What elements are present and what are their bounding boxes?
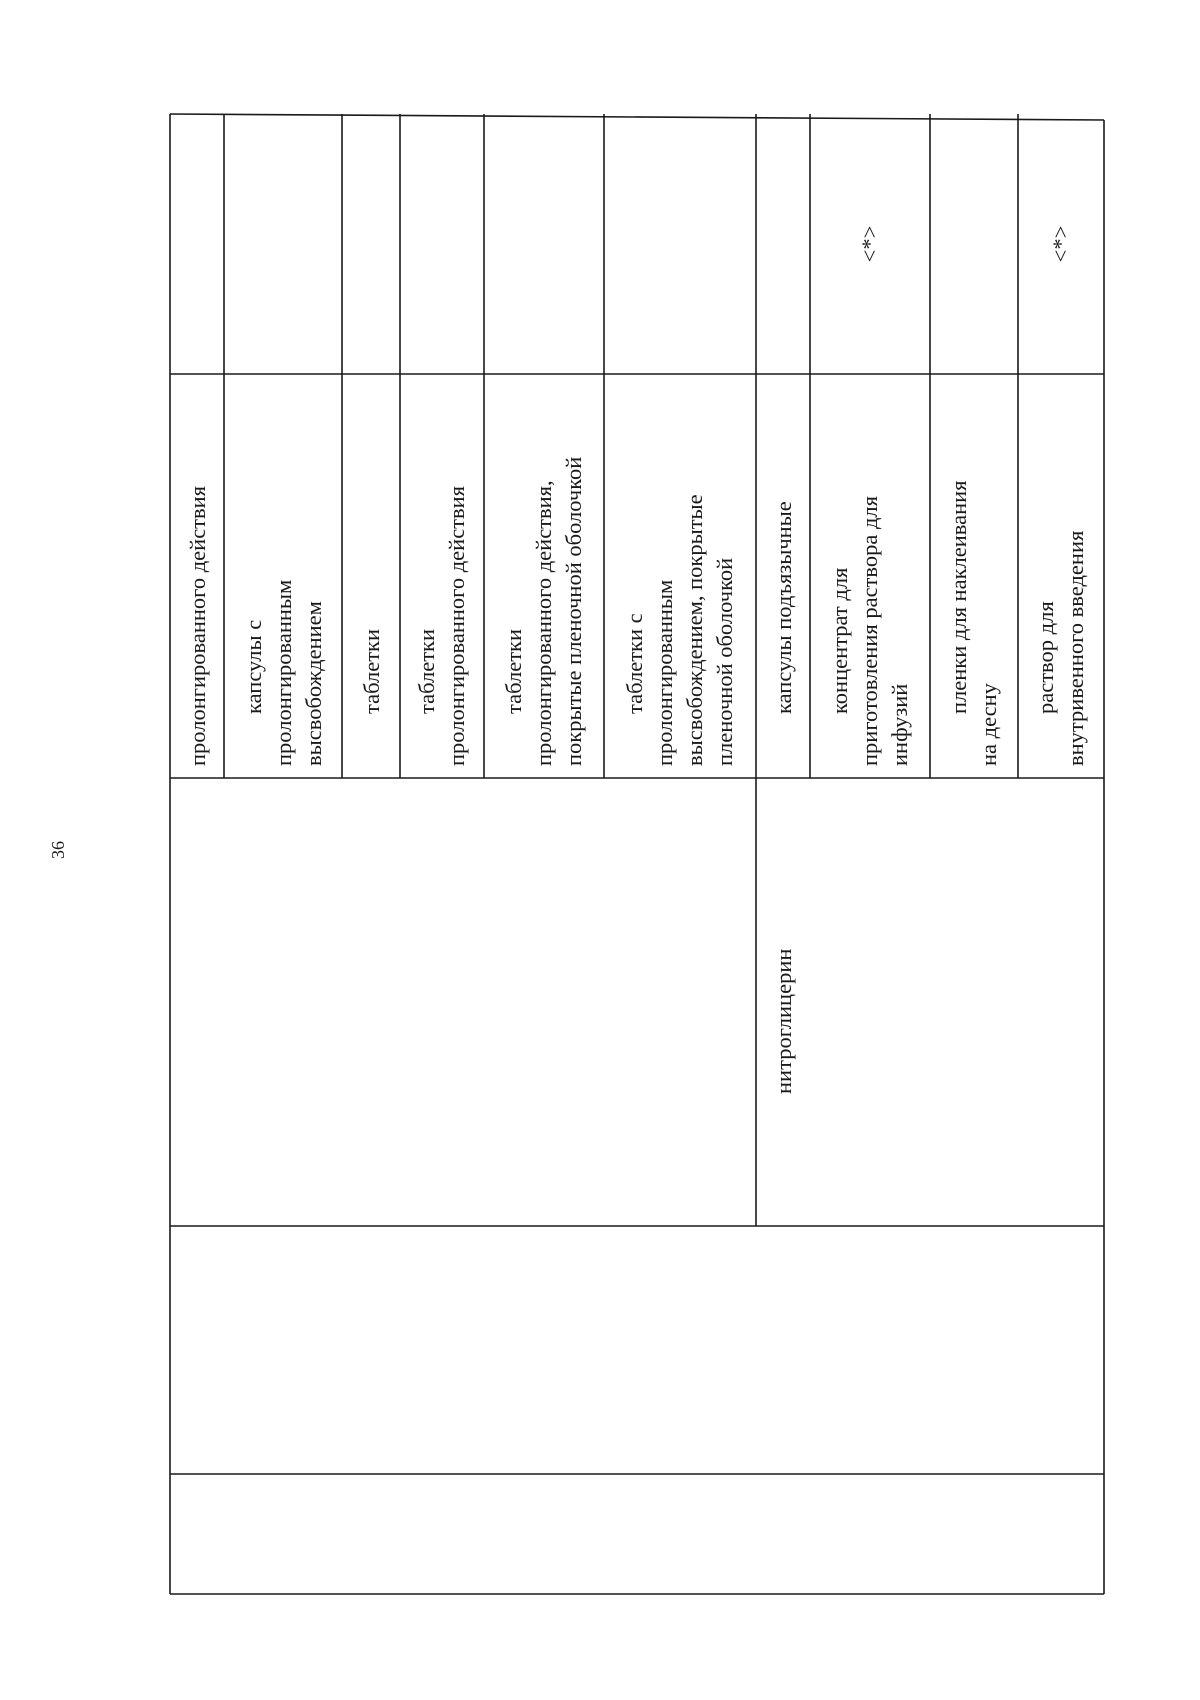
form-cell-5: [486, 376, 602, 776]
form-line: пролонгированным: [652, 579, 677, 766]
form-line: таблетки с: [622, 613, 647, 714]
form-line: таблетки: [359, 628, 384, 714]
note-marker: <*>: [857, 225, 882, 263]
form-line: капсулы подъязычные: [771, 501, 796, 714]
form-line: пролонгированного действия: [444, 485, 469, 766]
form-line: покрытые пленочной оболочкой: [561, 456, 586, 766]
note-marker: <*>: [1048, 225, 1073, 263]
form-line: пролонгированного действия: [185, 485, 210, 766]
note-cell-10: [1020, 116, 1102, 372]
form-cell-6: [606, 376, 754, 776]
form-line: таблетки: [501, 628, 526, 714]
form-cell-9: [932, 376, 1016, 776]
form-line: высвобождением, покрытые: [682, 494, 707, 766]
form-line: пролонгированным: [271, 579, 296, 766]
page-number: 36: [48, 841, 68, 859]
form-line: на десну: [976, 683, 1001, 766]
form-line: приготовления раствора для: [857, 496, 882, 766]
form-cell-4: [402, 376, 482, 776]
form-cell-2: [226, 376, 342, 776]
form-line: внутривенного введения: [1063, 530, 1088, 766]
form-line: концентрат для: [827, 567, 852, 714]
drug-name-cell: [758, 780, 810, 1224]
drug-name: нитроглицерин: [771, 948, 796, 1094]
table-border-top: [170, 114, 1104, 120]
form-line: инфузий: [887, 683, 912, 766]
form-line: капсулы с: [241, 619, 266, 714]
form-line: раствор для: [1033, 601, 1058, 714]
note-cell-8: [812, 116, 928, 372]
form-line: высвобождением: [301, 601, 326, 766]
form-cell-3: [344, 376, 400, 776]
form-line: таблетки: [414, 628, 439, 714]
form-cell-8: [812, 376, 928, 776]
form-cell-1: [172, 376, 224, 776]
form-cell-10: [1020, 376, 1102, 776]
form-line: пленочной оболочкой: [712, 557, 737, 766]
form-line: пленки для наклеивания: [946, 480, 971, 714]
form-cell-7: [758, 376, 810, 776]
form-line: пролонгированного действия,: [531, 480, 556, 766]
